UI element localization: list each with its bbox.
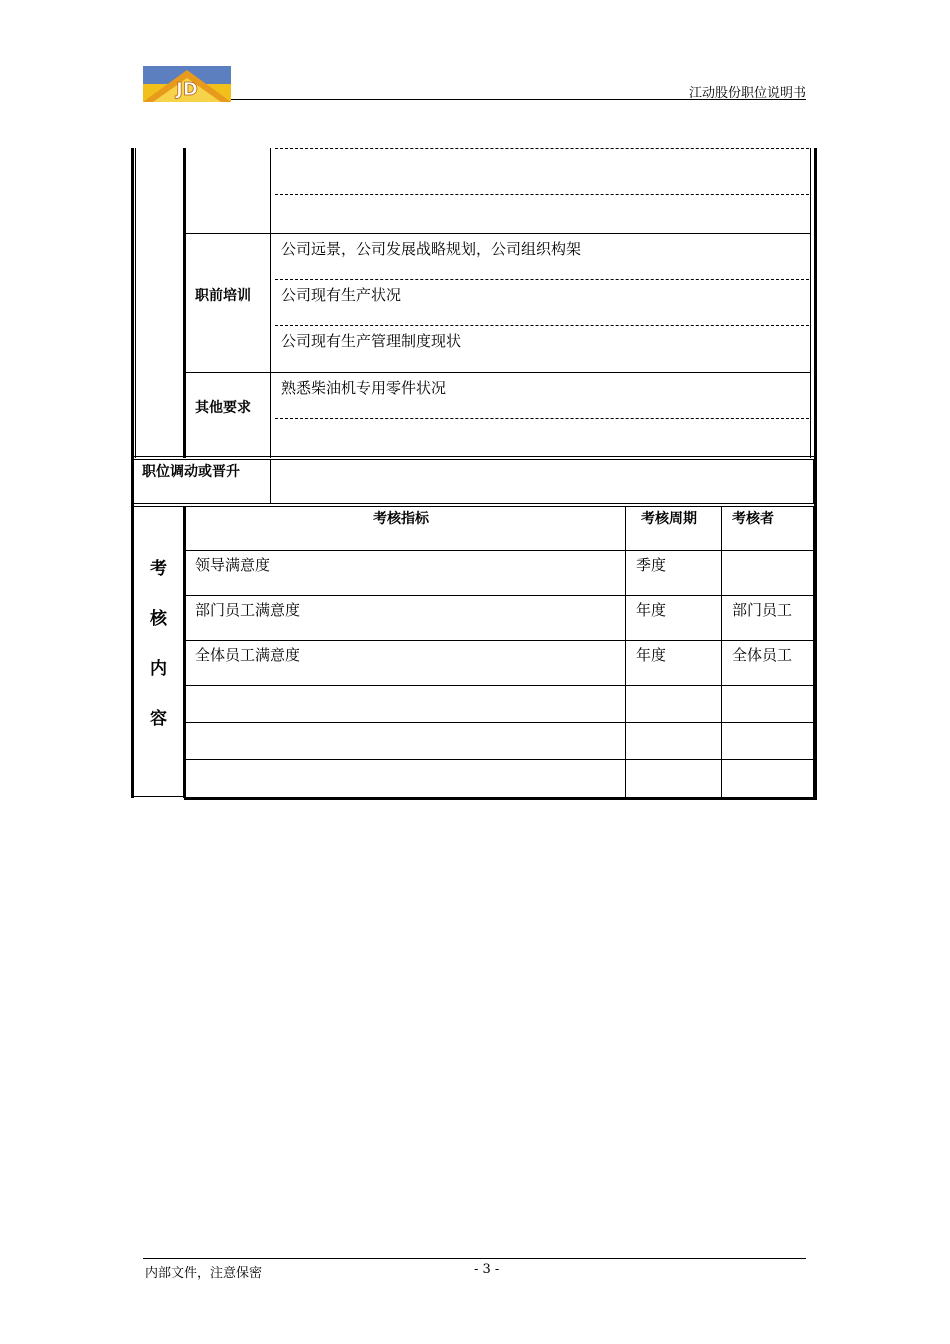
column-divider-group <box>183 148 186 458</box>
transfer-label: 职位调动或晋升 <box>142 464 240 480</box>
assessment-side-char: 内 <box>150 659 167 679</box>
row-divider <box>186 550 814 551</box>
table-border-left <box>131 148 134 798</box>
inner-border-left <box>135 148 136 458</box>
dashed-divider <box>275 325 809 326</box>
row-divider <box>186 233 811 234</box>
column-header-period: 考核周期 <box>641 511 697 527</box>
column-divider-label <box>270 148 271 458</box>
inner-border-right <box>813 459 814 504</box>
training-item: 公司现有生产状况 <box>281 286 402 304</box>
row-divider <box>186 640 814 641</box>
company-logo-icon <box>143 66 231 102</box>
section-divider <box>131 503 817 504</box>
assessor-cell: 全体员工 <box>732 646 793 664</box>
table-border-bottom-left <box>131 796 184 797</box>
section-divider <box>131 459 817 460</box>
page-footer <box>143 1258 806 1281</box>
table-border-right <box>814 148 817 800</box>
section-divider <box>131 456 817 457</box>
row-divider <box>186 372 811 373</box>
period-cell: 年度 <box>636 646 667 664</box>
logo-text: JD <box>176 79 198 100</box>
dashed-divider <box>275 148 809 149</box>
row-divider <box>186 722 814 723</box>
row-divider <box>186 759 814 760</box>
confidential-notice: 内部文件，注意保密 <box>145 1266 263 1281</box>
column-header-assessor: 考核者 <box>732 511 774 527</box>
column-header-indicator: 考核指标 <box>373 511 429 527</box>
doc-title: 江动股份职位说明书 <box>688 86 806 101</box>
dashed-divider <box>275 279 809 280</box>
period-cell: 年度 <box>636 601 667 619</box>
section-divider <box>131 506 817 507</box>
dashed-divider <box>275 194 809 195</box>
training-item: 公司现有生产管理制度现状 <box>281 332 462 350</box>
other-item: 熟悉柴油机专用零件状况 <box>281 379 447 397</box>
row-divider <box>186 595 814 596</box>
table-border-bottom <box>184 797 817 800</box>
row-divider <box>186 685 814 686</box>
page-header <box>143 66 806 102</box>
indicator-cell: 领导满意度 <box>195 556 271 574</box>
training-item: 公司远景，公司发展战略规划，公司组织构架 <box>281 240 582 258</box>
indicator-cell: 部门员工满意度 <box>195 601 301 619</box>
assessment-side-char: 考 <box>150 559 167 579</box>
inner-border-right <box>810 148 811 458</box>
footer-rule <box>143 1258 806 1259</box>
assessment-side-char: 核 <box>150 609 167 629</box>
column-divider-label <box>270 459 271 504</box>
indicator-cell: 全体员工满意度 <box>195 646 301 664</box>
period-cell: 季度 <box>636 556 667 574</box>
assessor-cell: 部门员工 <box>732 601 793 619</box>
other-label: 其他要求 <box>195 400 251 416</box>
training-label: 职前培训 <box>195 288 251 304</box>
dashed-divider <box>275 418 809 419</box>
job-description-table <box>131 148 819 802</box>
assessment-side-char: 容 <box>150 709 167 729</box>
page-number: - 3 - <box>474 1262 500 1277</box>
